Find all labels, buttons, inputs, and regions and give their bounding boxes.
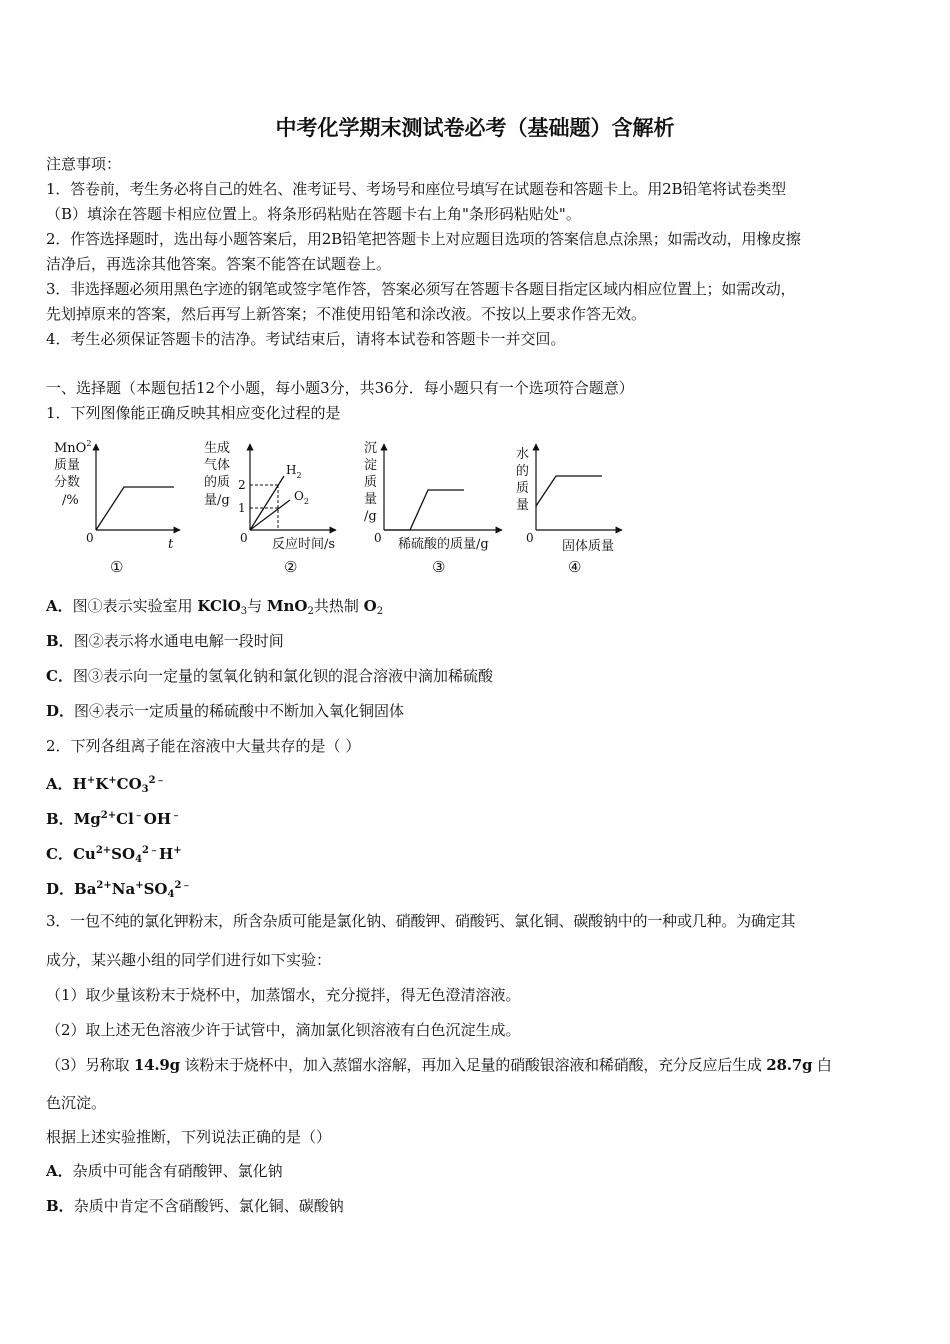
notice-line: 3．非选择题必须用黑色字迹的钢笔或签字笔作答，答案必须写在答题卡各题目指定区域内相应位置上；如需改动， [46,280,796,298]
question-1-option-d: D．图④表示一定质量的稀硫酸中不断加入氧化铜固体 [46,702,405,720]
graph-3 [364,441,502,576]
graph-1 [54,439,180,576]
graph-2-number: ② [284,558,298,576]
question-3-text: 根据上述实验推断，下列说法正确的是（） [46,1128,332,1146]
notice-line: 1．答卷前，考生务必将自己的姓名、准考证号、考场号和座位号填写在试题卷和答题卡上。用2B铅笔将试卷类型 [46,180,786,198]
question-1-option-c: C．图③表示向一定量的氢氧化钠和氯化钡的混合溶液中滴加稀硫酸 [46,667,493,685]
graph-3-y-label: /g [364,509,377,524]
graph-2-h2-line [250,476,284,530]
graph-2-y-label: 气体 [204,458,231,473]
page-title: 中考化学期末测试卷必考（基础题）含解析 [275,116,675,140]
graph-2-o2-label: $O_2$ [294,489,309,506]
graph-3-x-label: 稀硫酸的质量/g [398,537,489,552]
graph-3-y-label: 量 [364,492,378,507]
question-3-option-b: B．杂质中肯定不含硝酸钙、氯化铜、碳酸钠 [46,1197,344,1215]
graph-4-curve [536,476,602,506]
graph-2-y-label: 的质 [204,475,231,490]
notice-line: 先划掉原来的答案，然后再写上新答案；不准使用铅笔和涂改液。不按以上要求作答无效。 [46,305,647,323]
graph-4-x-label: 固体质量 [562,539,615,554]
graph-3-y-label: 质 [364,475,378,490]
graph-3-curve [384,490,464,530]
graph-4-number: ④ [568,558,582,576]
graph-1-curve [96,487,174,530]
graph-4-y-label: 质 [516,481,530,496]
graph-4-y-label: 量 [516,498,530,513]
graph-1-y-label: 质量 [54,458,81,473]
notice-heading: 注意事项： [46,155,122,173]
question-2-option-a: A．$H^+K^+CO_3^{2﹣}$ [46,775,166,795]
notice-line: 4．考生必须保证答题卡的洁净。考试结束后，请将本试卷和答题卡一并交回。 [46,330,566,348]
graph-1-x-label: t [168,537,174,552]
question-1-option-a: A．图①表示实验室用 KClO$_3$与 MnO$_2$共热制 $O_2$ [46,597,384,617]
question-3-step: （3）另称取 14.9g 该粉末于烧杯中，加入蒸馏水溶解，再加入足量的硝酸银溶液和稀硝酸，充分反应后生成 28.7g 白 [46,1056,832,1074]
graph-2-o2-line [250,500,290,530]
graph-2-y-label: 生成 [204,441,231,456]
question-3-option-a: A．杂质中可能含有硝酸钾、氯化钠 [46,1162,283,1180]
graph-4-origin: 0 [526,531,534,545]
graph-4-y-label: 的 [516,464,530,479]
question-2-option-b: B．$Mg^{2+}Cl^﹣OH^﹣$ [46,810,182,828]
graph-2-tick: 1 [238,501,246,515]
graph-1-y-label: /% [62,493,79,508]
question-2-stem: 2．下列各组离子能在溶液中大量共存的是（ ） [46,737,361,755]
graph-3-y-label: 淀 [364,458,378,473]
graph-2-y-label: 量/g [204,493,230,508]
graph-1-y-label: 分数 [54,475,81,490]
question-3-text: 色沉淀。 [46,1094,107,1112]
graph-1-y-label: MnO$^2$ [54,439,92,456]
graph-4 [516,444,622,576]
question-3-text: 3．一包不纯的氯化钾粉末，所含杂质可能是氯化钠、硝酸钾、硝酸钙、氯化铜、碳酸钠中的一种或几种。为确定其 [46,912,796,930]
notice-line: 2．作答选择题时，选出每小题答案后，用2B铅笔把答题卡上对应题目选项的答案信息点涂黑；如需改动，用橡皮擦 [46,230,801,248]
graph-3-y-label: 沉 [364,441,378,456]
graph-4-y-label: 水 [516,447,530,462]
graph-2-h2-label: $H_2$ [286,463,302,480]
question-3-step: （2）取上述无色溶液少许于试管中，滴加氯化钡溶液有白色沉淀生成。 [46,1021,521,1039]
question-1-option-b: B．图②表示将水通电电解一段时间 [46,632,284,650]
graph-1-origin: 0 [86,531,94,545]
question-1-graphs [0,430,950,580]
graph-2-origin: 0 [240,531,248,545]
question-1-stem: 1．下列图像能正确反映其相应变化过程的是 [46,404,341,422]
graph-2-x-label: 反应时间/s [272,537,336,552]
graph-2 [204,440,336,576]
section-heading: 一、选择题（本题包括12个小题，每小题3分，共36分．每小题只有一个选项符合题意） [46,379,634,397]
graph-3-origin: 0 [374,531,382,545]
graph-3-number: ③ [432,558,446,576]
graph-1-number: ① [110,558,124,576]
graph-2-tick: 2 [238,478,246,492]
notice-line: （B）填涂在答题卡相应位置上。将条形码粘贴在答题卡右上角"条形码粘贴处"。 [46,205,581,223]
notice-line: 洁净后，再选涂其他答案。答案不能答在试题卷上。 [46,255,392,273]
question-3-step: （1）取少量该粉末于烧杯中，加蒸馏水，充分搅拌，得无色澄清溶液。 [46,986,521,1004]
question-2-option-d: D．$Ba^{2+}Na^+SO_4^{2﹣}$ [46,880,192,900]
question-3-text: 成分，某兴趣小组的同学们进行如下实验： [46,951,332,969]
question-2-option-c: C．$Cu^{2+}SO_4^{2﹣}H^+$ [46,845,182,865]
